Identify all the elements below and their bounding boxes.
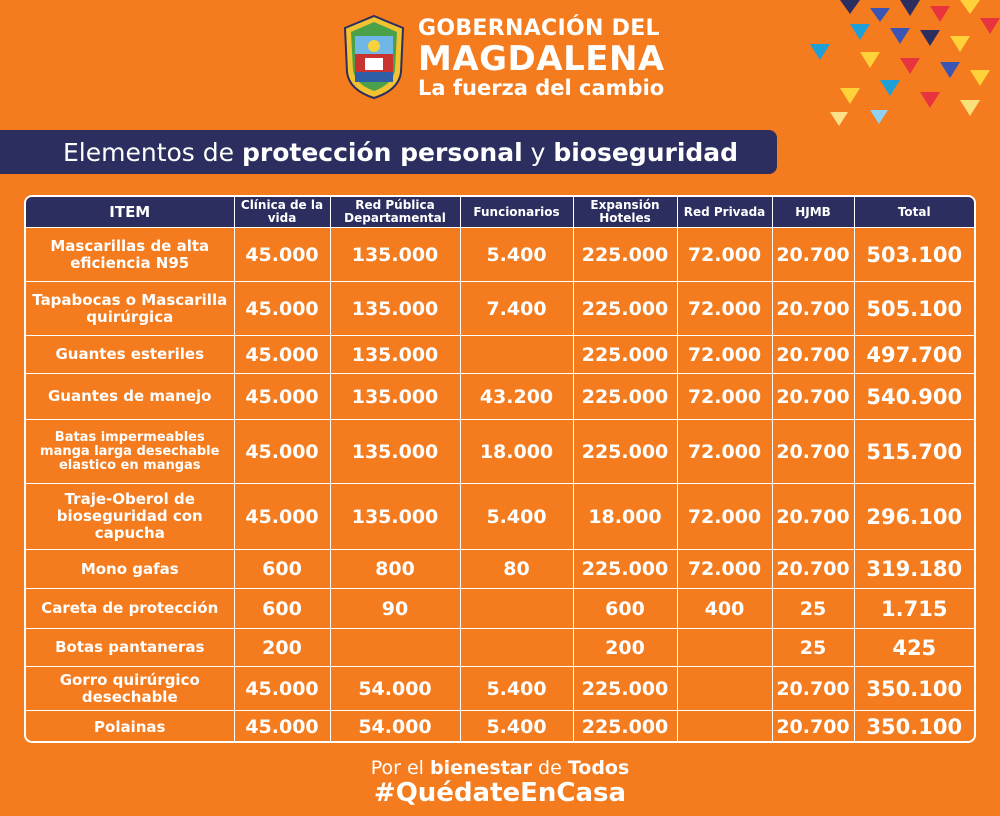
funcionarios-cell: 80 xyxy=(460,550,573,589)
table-row xyxy=(26,228,974,282)
hjmb-cell: 20.700 xyxy=(772,282,854,336)
item-cell: Mascarillas de alta eficiencia N95 xyxy=(26,228,234,282)
item-cell: Tapabocas o Mascarilla quirúrgica xyxy=(26,282,234,336)
hoteles-cell: 225.000 xyxy=(573,336,677,374)
total-cell: 296.100 xyxy=(854,484,974,550)
footer-tagline xyxy=(0,757,1000,779)
footer-text-d: Todos xyxy=(567,757,630,779)
table-row xyxy=(26,484,974,550)
footer-text-a: Por el xyxy=(370,757,430,779)
footer-hashtag: #QuédateEnCasa xyxy=(373,778,627,808)
clinica-cell: 45.000 xyxy=(234,282,330,336)
header-red-publica: Red Pública Departamental xyxy=(330,197,460,228)
hjmb-cell: 20.700 xyxy=(772,484,854,550)
header-item: ITEM xyxy=(26,197,234,228)
header-total: Total xyxy=(854,197,974,228)
hoteles-cell: 225.000 xyxy=(573,374,677,420)
red-privada-cell: 400 xyxy=(677,589,772,629)
hoteles-cell: 18.000 xyxy=(573,484,677,550)
hoteles-cell: 200 xyxy=(573,629,677,667)
table-row xyxy=(26,589,974,629)
table-row xyxy=(26,629,974,667)
hjmb-cell: 25 xyxy=(772,589,854,629)
hoteles-cell: 225.000 xyxy=(573,282,677,336)
item-cell: Gorro quirúrgico desechable xyxy=(26,667,234,711)
red-publica-cell: 135.000 xyxy=(330,374,460,420)
title-part-1: Elementos de xyxy=(63,137,242,167)
funcionarios-cell: 18.000 xyxy=(460,420,573,484)
funcionarios-cell xyxy=(460,589,573,629)
red-publica-cell: 90 xyxy=(330,589,460,629)
hjmb-cell: 20.700 xyxy=(772,550,854,589)
hjmb-cell: 20.700 xyxy=(772,420,854,484)
red-publica-cell: 135.000 xyxy=(330,282,460,336)
table-row xyxy=(26,550,974,589)
funcionarios-cell xyxy=(460,336,573,374)
hjmb-cell: 20.700 xyxy=(772,711,854,744)
red-publica-cell: 135.000 xyxy=(330,420,460,484)
hjmb-cell: 20.700 xyxy=(772,374,854,420)
item-cell: Careta de protección xyxy=(26,589,234,629)
title-part-3: y xyxy=(522,137,554,167)
footer-text-b: bienestar xyxy=(429,757,532,779)
total-cell: 319.180 xyxy=(854,550,974,589)
header-hjmb: HJMB xyxy=(772,197,854,228)
table-row xyxy=(26,336,974,374)
funcionarios-cell: 43.200 xyxy=(460,374,573,420)
total-cell: 503.100 xyxy=(854,228,974,282)
red-publica-cell xyxy=(330,629,460,667)
table-row xyxy=(26,667,974,711)
red-privada-cell: 72.000 xyxy=(677,282,772,336)
funcionarios-cell: 5.400 xyxy=(460,711,573,744)
title-banner xyxy=(0,130,777,174)
red-publica-cell: 800 xyxy=(330,550,460,589)
red-privada-cell: 72.000 xyxy=(677,228,772,282)
red-publica-cell: 135.000 xyxy=(330,228,460,282)
org-name-line2: MAGDALENA xyxy=(418,39,665,79)
clinica-cell: 45.000 xyxy=(234,228,330,282)
hoteles-cell: 225.000 xyxy=(573,667,677,711)
item-cell: Botas pantaneras xyxy=(26,629,234,667)
organization-header xyxy=(418,18,665,99)
table-header-row xyxy=(26,197,974,228)
red-publica-cell: 54.000 xyxy=(330,667,460,711)
org-name-line1: GOBERNACIÓN DEL xyxy=(418,16,660,41)
clinica-cell: 45.000 xyxy=(234,420,330,484)
total-cell: 515.700 xyxy=(854,420,974,484)
funcionarios-cell xyxy=(460,629,573,667)
clinica-cell: 45.000 xyxy=(234,667,330,711)
item-cell: Guantes de manejo xyxy=(26,374,234,420)
red-privada-cell: 72.000 xyxy=(677,484,772,550)
clinica-cell: 45.000 xyxy=(234,374,330,420)
footer-text-c: de xyxy=(531,757,568,779)
org-slogan: La fuerza del cambio xyxy=(418,76,665,100)
table-row xyxy=(26,420,974,484)
red-publica-cell: 135.000 xyxy=(330,336,460,374)
red-privada-cell: 72.000 xyxy=(677,336,772,374)
hoteles-cell: 600 xyxy=(573,589,677,629)
table-row xyxy=(26,282,974,336)
red-publica-cell: 135.000 xyxy=(330,484,460,550)
item-cell: Mono gafas xyxy=(26,550,234,589)
funcionarios-cell: 5.400 xyxy=(460,484,573,550)
supplies-table xyxy=(24,195,976,743)
header-clinica: Clínica de la vida xyxy=(234,197,330,228)
clinica-cell: 45.000 xyxy=(234,484,330,550)
red-privada-cell xyxy=(677,629,772,667)
red-privada-cell xyxy=(677,667,772,711)
item-cell: Guantes esteriles xyxy=(26,336,234,374)
red-privada-cell: 72.000 xyxy=(677,550,772,589)
total-cell: 1.715 xyxy=(854,589,974,629)
hjmb-cell: 20.700 xyxy=(772,667,854,711)
header-red-privada: Red Privada xyxy=(677,197,772,228)
hoteles-cell: 225.000 xyxy=(573,228,677,282)
header-funcionarios: Funcionarios xyxy=(460,197,573,228)
total-cell: 505.100 xyxy=(854,282,974,336)
header-hoteles: Expansión Hoteles xyxy=(573,197,677,228)
clinica-cell: 200 xyxy=(234,629,330,667)
item-cell: Traje-Oberol de bioseguridad con capucha xyxy=(26,484,234,550)
red-privada-cell: 72.000 xyxy=(677,420,772,484)
hoteles-cell: 225.000 xyxy=(573,711,677,744)
title-part-4: bioseguridad xyxy=(553,137,739,167)
clinica-cell: 45.000 xyxy=(234,336,330,374)
item-cell: Polainas xyxy=(26,711,234,744)
clinica-cell: 600 xyxy=(234,589,330,629)
funcionarios-cell: 5.400 xyxy=(460,667,573,711)
clinica-cell: 600 xyxy=(234,550,330,589)
red-privada-cell xyxy=(677,711,772,744)
hoteles-cell: 225.000 xyxy=(573,420,677,484)
table-row xyxy=(26,374,974,420)
red-publica-cell: 54.000 xyxy=(330,711,460,744)
total-cell: 425 xyxy=(854,629,974,667)
coat-of-arms-logo xyxy=(339,14,409,100)
decorative-triangles xyxy=(800,0,1000,140)
hjmb-cell: 20.700 xyxy=(772,336,854,374)
clinica-cell: 45.000 xyxy=(234,711,330,744)
hjmb-cell: 20.700 xyxy=(772,228,854,282)
item-cell: Batas impermeables manga larga desechable elastico en mangas xyxy=(26,420,234,484)
funcionarios-cell: 5.400 xyxy=(460,228,573,282)
table-row xyxy=(26,711,974,744)
total-cell: 497.700 xyxy=(854,336,974,374)
funcionarios-cell: 7.400 xyxy=(460,282,573,336)
title-part-2: protección personal xyxy=(241,137,523,167)
hjmb-cell: 25 xyxy=(772,629,854,667)
total-cell: 350.100 xyxy=(854,667,974,711)
total-cell: 540.900 xyxy=(854,374,974,420)
total-cell: 350.100 xyxy=(854,711,974,744)
red-privada-cell: 72.000 xyxy=(677,374,772,420)
hoteles-cell: 225.000 xyxy=(573,550,677,589)
